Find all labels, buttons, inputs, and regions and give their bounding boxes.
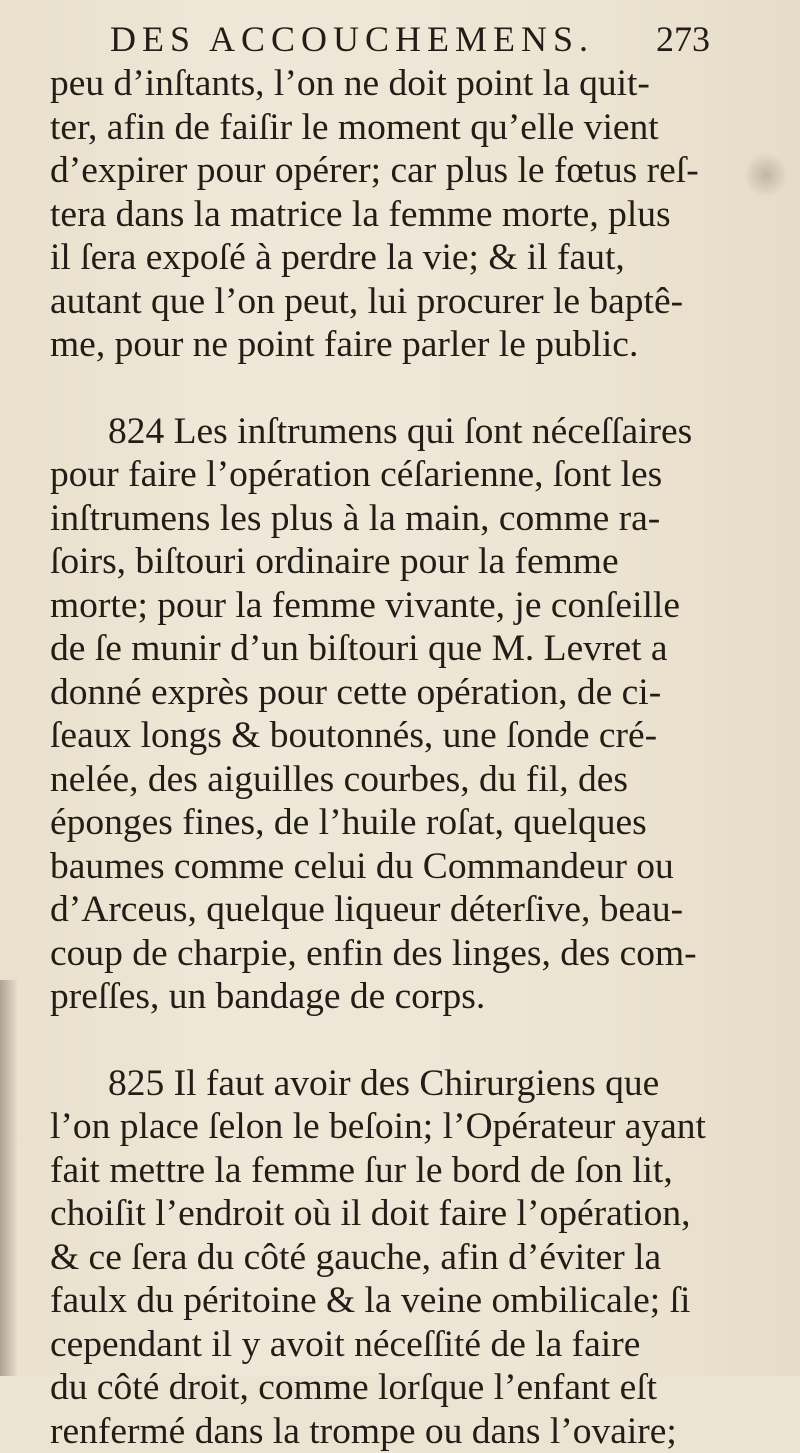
text-line: faulx du péritoine & la veine ombilicale; ſi — [50, 1279, 750, 1323]
paragraph-825 — [50, 1062, 750, 1453]
text-line: ſeaux longs & boutonnés, une ſonde cré- — [50, 714, 750, 758]
body-text — [50, 62, 750, 1453]
text-line: choiſit l’endroit où il doit faire l’opération, — [50, 1192, 750, 1236]
section-heading-line: 824 Les inſtrumens qui ſont néceſſaires — [50, 410, 750, 454]
text-line: autant que l’on peut, lui procurer le baptê- — [50, 280, 750, 324]
text-line: il ſera expoſé à perdre la vie; & il faut, — [50, 236, 750, 280]
text-line: nelée, des aiguilles courbes, du fil, des — [50, 758, 750, 802]
paper-stain — [746, 150, 786, 200]
text-line: ſoirs, biſtouri ordinaire pour la femme — [50, 540, 750, 584]
text-line: donné exprès pour cette opération, de ci- — [50, 671, 750, 715]
text-line: l’on place ſelon le beſoin; l’Opérateur ayant — [50, 1105, 750, 1149]
text-line: éponges fines, de l’huile roſat, quelques — [50, 801, 750, 845]
text-line: preſſes, un bandage de corps. — [50, 975, 750, 1019]
paragraph-1 — [50, 62, 750, 367]
text-line: pour faire l’opération céſarienne, ſont les — [50, 453, 750, 497]
text-line: me, pour ne point faire parler le public. — [50, 323, 750, 367]
text-line: cependant il y avoit néceſſité de la faire — [50, 1323, 750, 1367]
section-heading-line: 825 Il faut avoir des Chirurgiens que — [50, 1062, 750, 1106]
page-edge-shadow — [0, 980, 18, 1376]
page-number: 273 — [656, 18, 710, 60]
paragraph-824 — [50, 410, 750, 1019]
text-line: renfermé dans la trompe ou dans l’ovaire; — [50, 1410, 750, 1453]
text-line: du côté droit, comme lorſque l’enfant eſt — [50, 1366, 750, 1410]
text-line: d’expirer pour opérer; car plus le fœtus reſ- — [50, 149, 750, 193]
paragraph-spacer — [50, 1019, 750, 1062]
text-line: fait mettre la femme ſur le bord de ſon lit, — [50, 1149, 750, 1193]
text-line: morte; pour la femme vivante, je conſeille — [50, 584, 750, 628]
text-line: & ce ſera du côté gauche, afin d’éviter la — [50, 1236, 750, 1280]
running-head: DES ACCOUCHEMENS. — [110, 18, 594, 60]
text-line: ter, afin de faiſir le moment qu’elle vient — [50, 106, 750, 150]
text-line: baumes comme celui du Commandeur ou — [50, 845, 750, 889]
page-header — [110, 18, 750, 68]
text-line: coup de charpie, enfin des linges, des com- — [50, 932, 750, 976]
text-line: de ſe munir d’un biſtouri que M. Levret a — [50, 627, 750, 671]
text-line: peu d’inſtants, l’on ne doit point la quit- — [50, 62, 750, 106]
text-line: tera dans la matrice la femme morte, plus — [50, 193, 750, 237]
text-line: inſtrumens les plus à la main, comme ra- — [50, 497, 750, 541]
text-line: d’Arceus, quelque liqueur déterſive, beau- — [50, 888, 750, 932]
paragraph-spacer — [50, 367, 750, 410]
